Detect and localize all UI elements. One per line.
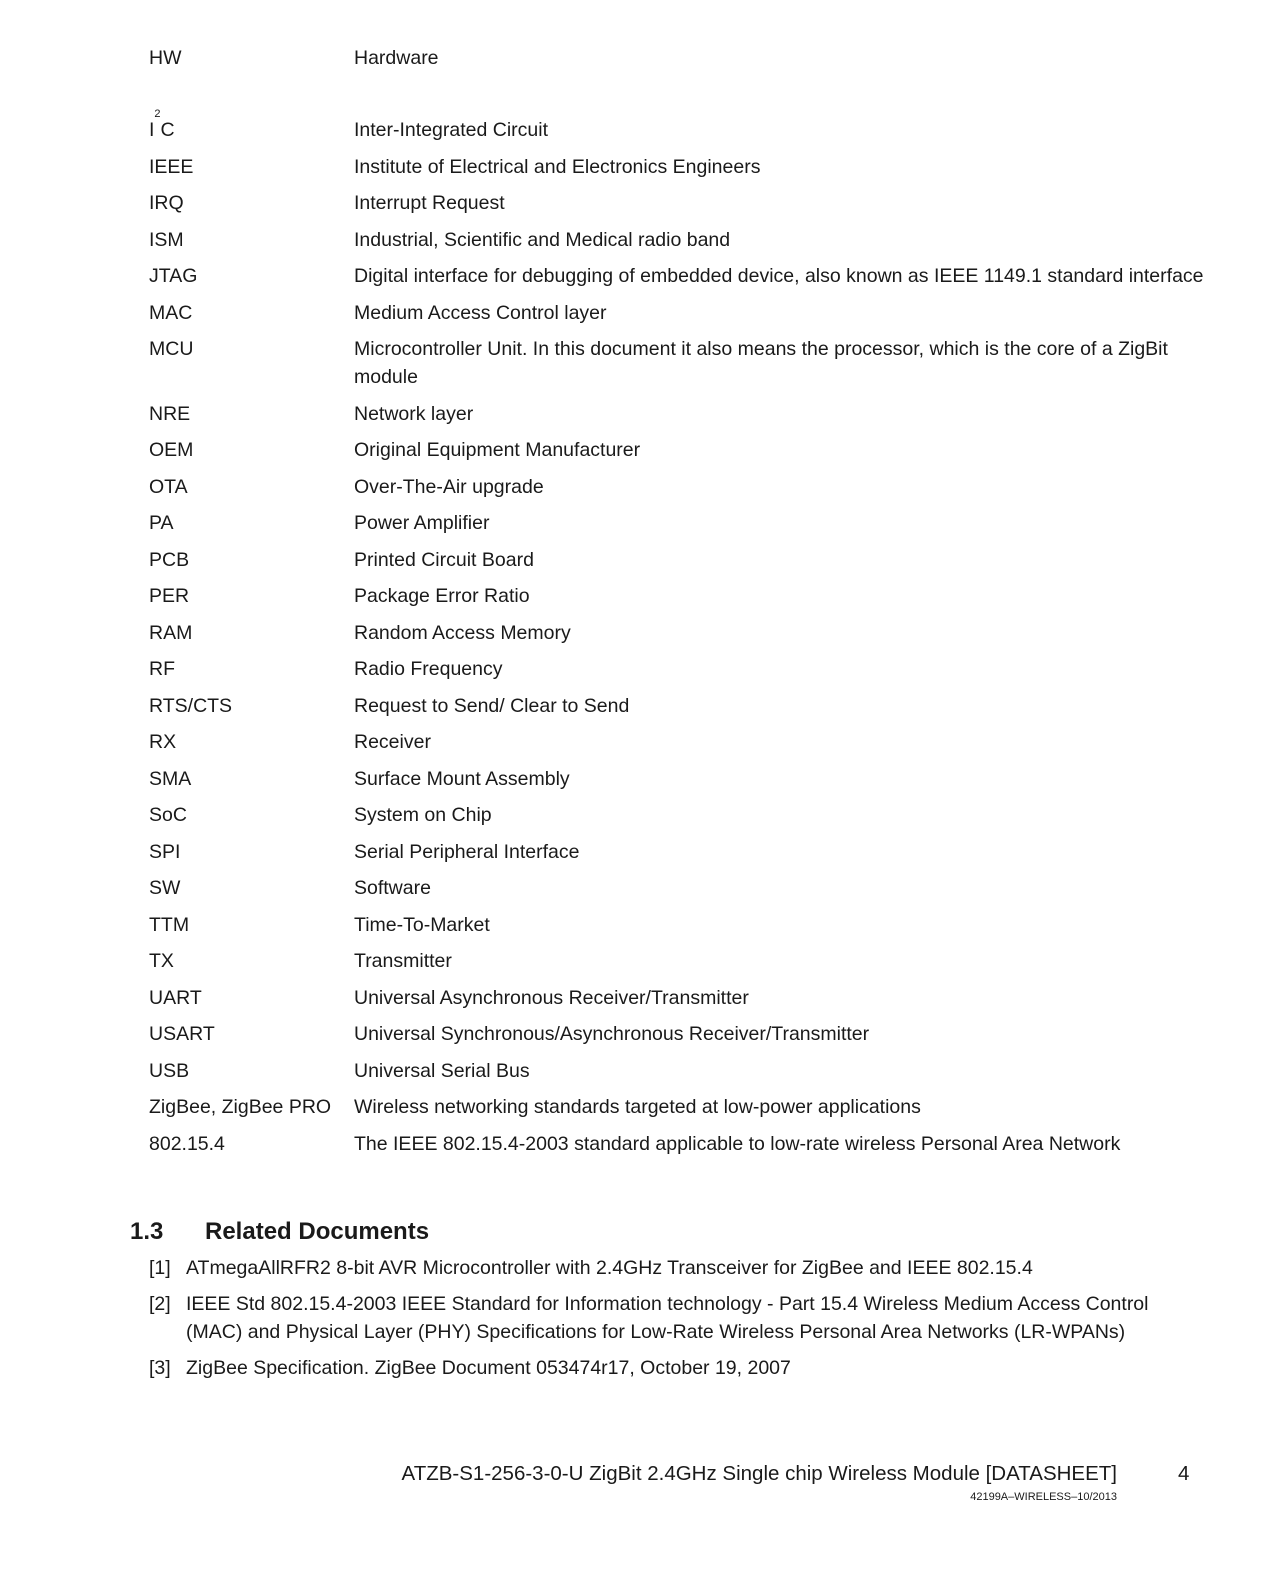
abbreviation-definition: Transmitter — [354, 950, 452, 972]
abbreviation-row — [149, 108, 1209, 144]
abbreviation-row — [149, 728, 1209, 756]
abbreviation-definition: Radio Frequency — [354, 658, 503, 680]
reference-text: ATmegaAllRFR2 8-bit AVR Microcontroller with 2.4GHz Transceiver for ZigBee and IEEE 802.15.4 — [186, 1257, 1033, 1279]
abbreviation-definition: Random Access Memory — [354, 621, 571, 644]
abbreviation-row — [149, 692, 1209, 720]
abbreviation-row — [149, 436, 1209, 464]
reference-item — [149, 1354, 1210, 1382]
abbreviation-term: NRE — [149, 402, 191, 425]
abbreviation-row — [149, 1093, 1209, 1121]
abbreviation-row — [149, 838, 1209, 866]
abbreviation-term: IRQ — [149, 192, 184, 214]
abbreviation-definition: Request to Send/ Clear to Send — [354, 694, 630, 717]
abbreviation-definition: Time-To-Market — [354, 913, 490, 936]
term-superscript: 2 — [154, 108, 161, 120]
reference-text: IEEE Std 802.15.4-2003 IEEE Standard for Information technology - Part 15.4 Wireless Medium Access Control (MAC) and Physical Layer (PHY) Specifications for Low-Rate Wireless Personal Area Networks (LR-WPANs) — [186, 1293, 1149, 1343]
abbreviation-list — [149, 44, 1209, 1166]
abbreviation-term: USB — [149, 1059, 190, 1082]
abbreviation-definition: Digital interface for debugging of embedded device, also known as IEEE 1149.1 standard interface — [354, 265, 1204, 287]
abbreviation-definition: Interrupt Request — [354, 192, 505, 214]
abbreviation-row — [149, 1130, 1209, 1158]
abbreviation-term: SW — [149, 877, 181, 899]
section-heading — [130, 1216, 1210, 1248]
term-base: I — [149, 119, 155, 141]
reference-list — [149, 1254, 1210, 1382]
section-number: 1.3 — [130, 1218, 164, 1245]
abbreviation-row — [149, 947, 1209, 975]
abbreviation-row — [149, 911, 1209, 939]
abbreviation-term — [149, 108, 354, 144]
abbreviation-row — [149, 546, 1209, 574]
abbreviation-term: JTAG — [149, 265, 198, 287]
abbreviation-definition: Institute of Electrical and Electronics Engineers — [354, 155, 761, 178]
abbreviation-term: RX — [149, 731, 177, 753]
abbreviation-term: SoC — [149, 804, 187, 826]
abbreviation-definition: Hardware — [354, 47, 439, 69]
abbreviation-definition: Serial Peripheral Interface — [354, 840, 580, 863]
abbreviation-term: RF — [149, 658, 175, 680]
abbreviation-definition: Universal Serial Bus — [354, 1059, 530, 1082]
abbreviation-definition: System on Chip — [354, 804, 492, 826]
footer-document-title: ATZB-S1-256-3-0-U ZigBit 2.4GHz Single chip Wireless Module [DATASHEET] — [401, 1462, 1117, 1485]
abbreviation-row — [149, 509, 1209, 537]
abbreviation-term: MAC — [149, 301, 193, 324]
section-title: Related Documents — [205, 1218, 430, 1245]
abbreviation-row — [149, 765, 1209, 793]
abbreviation-definition: The IEEE 802.15.4-2003 standard applicable to low-rate wireless Personal Area Network — [354, 1132, 1121, 1155]
abbreviation-definition: Universal Asynchronous Receiver/Transmitter — [354, 986, 749, 1009]
abbreviation-term: PCB — [149, 548, 190, 571]
abbreviation-row — [149, 299, 1209, 327]
abbreviation-row — [149, 44, 1209, 72]
abbreviation-definition: Power Amplifier — [354, 512, 490, 534]
abbreviation-row — [149, 189, 1209, 217]
abbreviation-definition: Original Equipment Manufacturer — [354, 439, 641, 461]
abbreviation-term: PER — [149, 585, 190, 607]
abbreviation-definition: Network layer — [354, 402, 474, 425]
abbreviation-row — [149, 984, 1209, 1012]
abbreviation-term: RAM — [149, 621, 193, 644]
abbreviation-row — [149, 153, 1209, 181]
abbreviation-row — [149, 582, 1209, 610]
abbreviation-term: UART — [149, 986, 202, 1009]
abbreviation-row — [149, 801, 1209, 829]
reference-number: [2] — [149, 1293, 171, 1315]
abbreviation-term: IEEE — [149, 155, 194, 178]
abbreviation-row — [149, 335, 1209, 391]
abbreviation-definition: Wireless networking standards targeted at low-power applications — [354, 1096, 921, 1118]
abbreviation-row — [149, 226, 1209, 254]
reference-text: ZigBee Specification. ZigBee Document 053474r17, October 19, 2007 — [186, 1357, 791, 1379]
abbreviation-definition: Receiver — [354, 731, 431, 753]
abbreviation-definition: Inter-Integrated Circuit — [354, 119, 549, 141]
abbreviation-definition: Surface Mount Assembly — [354, 767, 570, 790]
abbreviation-term: OTA — [149, 475, 188, 498]
abbreviation-term: ISM — [149, 228, 184, 251]
term-tail: C — [160, 119, 175, 141]
abbreviation-row — [149, 874, 1209, 902]
abbreviation-row — [149, 262, 1209, 290]
abbreviation-term: USART — [149, 1023, 215, 1045]
abbreviation-definition: Software — [354, 877, 431, 899]
abbreviation-term: HW — [149, 47, 182, 69]
abbreviation-row — [149, 655, 1209, 683]
abbreviation-term: SPI — [149, 840, 181, 863]
abbreviation-term: MCU — [149, 338, 194, 360]
page-number: 4 — [1178, 1462, 1190, 1485]
abbreviation-row — [149, 473, 1209, 501]
abbreviation-term: TTM — [149, 913, 190, 936]
abbreviation-term: SMA — [149, 767, 192, 790]
abbreviation-term: ZigBee, ZigBee PRO — [149, 1096, 332, 1118]
abbreviation-definition: Package Error Ratio — [354, 585, 530, 607]
footer-document-code: 42199A–WIRELESS–10/2013 — [970, 1491, 1117, 1503]
abbreviation-row — [149, 1020, 1209, 1048]
abbreviation-term: OEM — [149, 439, 194, 461]
abbreviation-row — [149, 400, 1209, 428]
reference-item — [149, 1290, 1210, 1346]
abbreviation-definition: Medium Access Control layer — [354, 301, 607, 324]
abbreviation-row — [149, 619, 1209, 647]
abbreviation-definition: Universal Synchronous/Asynchronous Receiver/Transmitter — [354, 1023, 870, 1045]
abbreviation-term: RTS/CTS — [149, 694, 233, 717]
abbreviation-term: 802.15.4 — [149, 1132, 225, 1155]
reference-number: [1] — [149, 1257, 171, 1279]
reference-item — [149, 1254, 1210, 1282]
related-documents-section — [130, 1216, 1210, 1390]
reference-number: [3] — [149, 1357, 171, 1379]
abbreviation-term: TX — [149, 950, 174, 972]
abbreviation-definition: Microcontroller Unit. In this document it also means the processor, which is the core of a ZigBit module — [354, 338, 1168, 388]
abbreviation-row — [149, 1057, 1209, 1085]
abbreviation-definition: Over-The-Air upgrade — [354, 475, 544, 498]
abbreviation-term: PA — [149, 512, 174, 534]
abbreviation-definition: Printed Circuit Board — [354, 548, 534, 571]
abbreviation-definition: Industrial, Scientific and Medical radio band — [354, 228, 731, 251]
